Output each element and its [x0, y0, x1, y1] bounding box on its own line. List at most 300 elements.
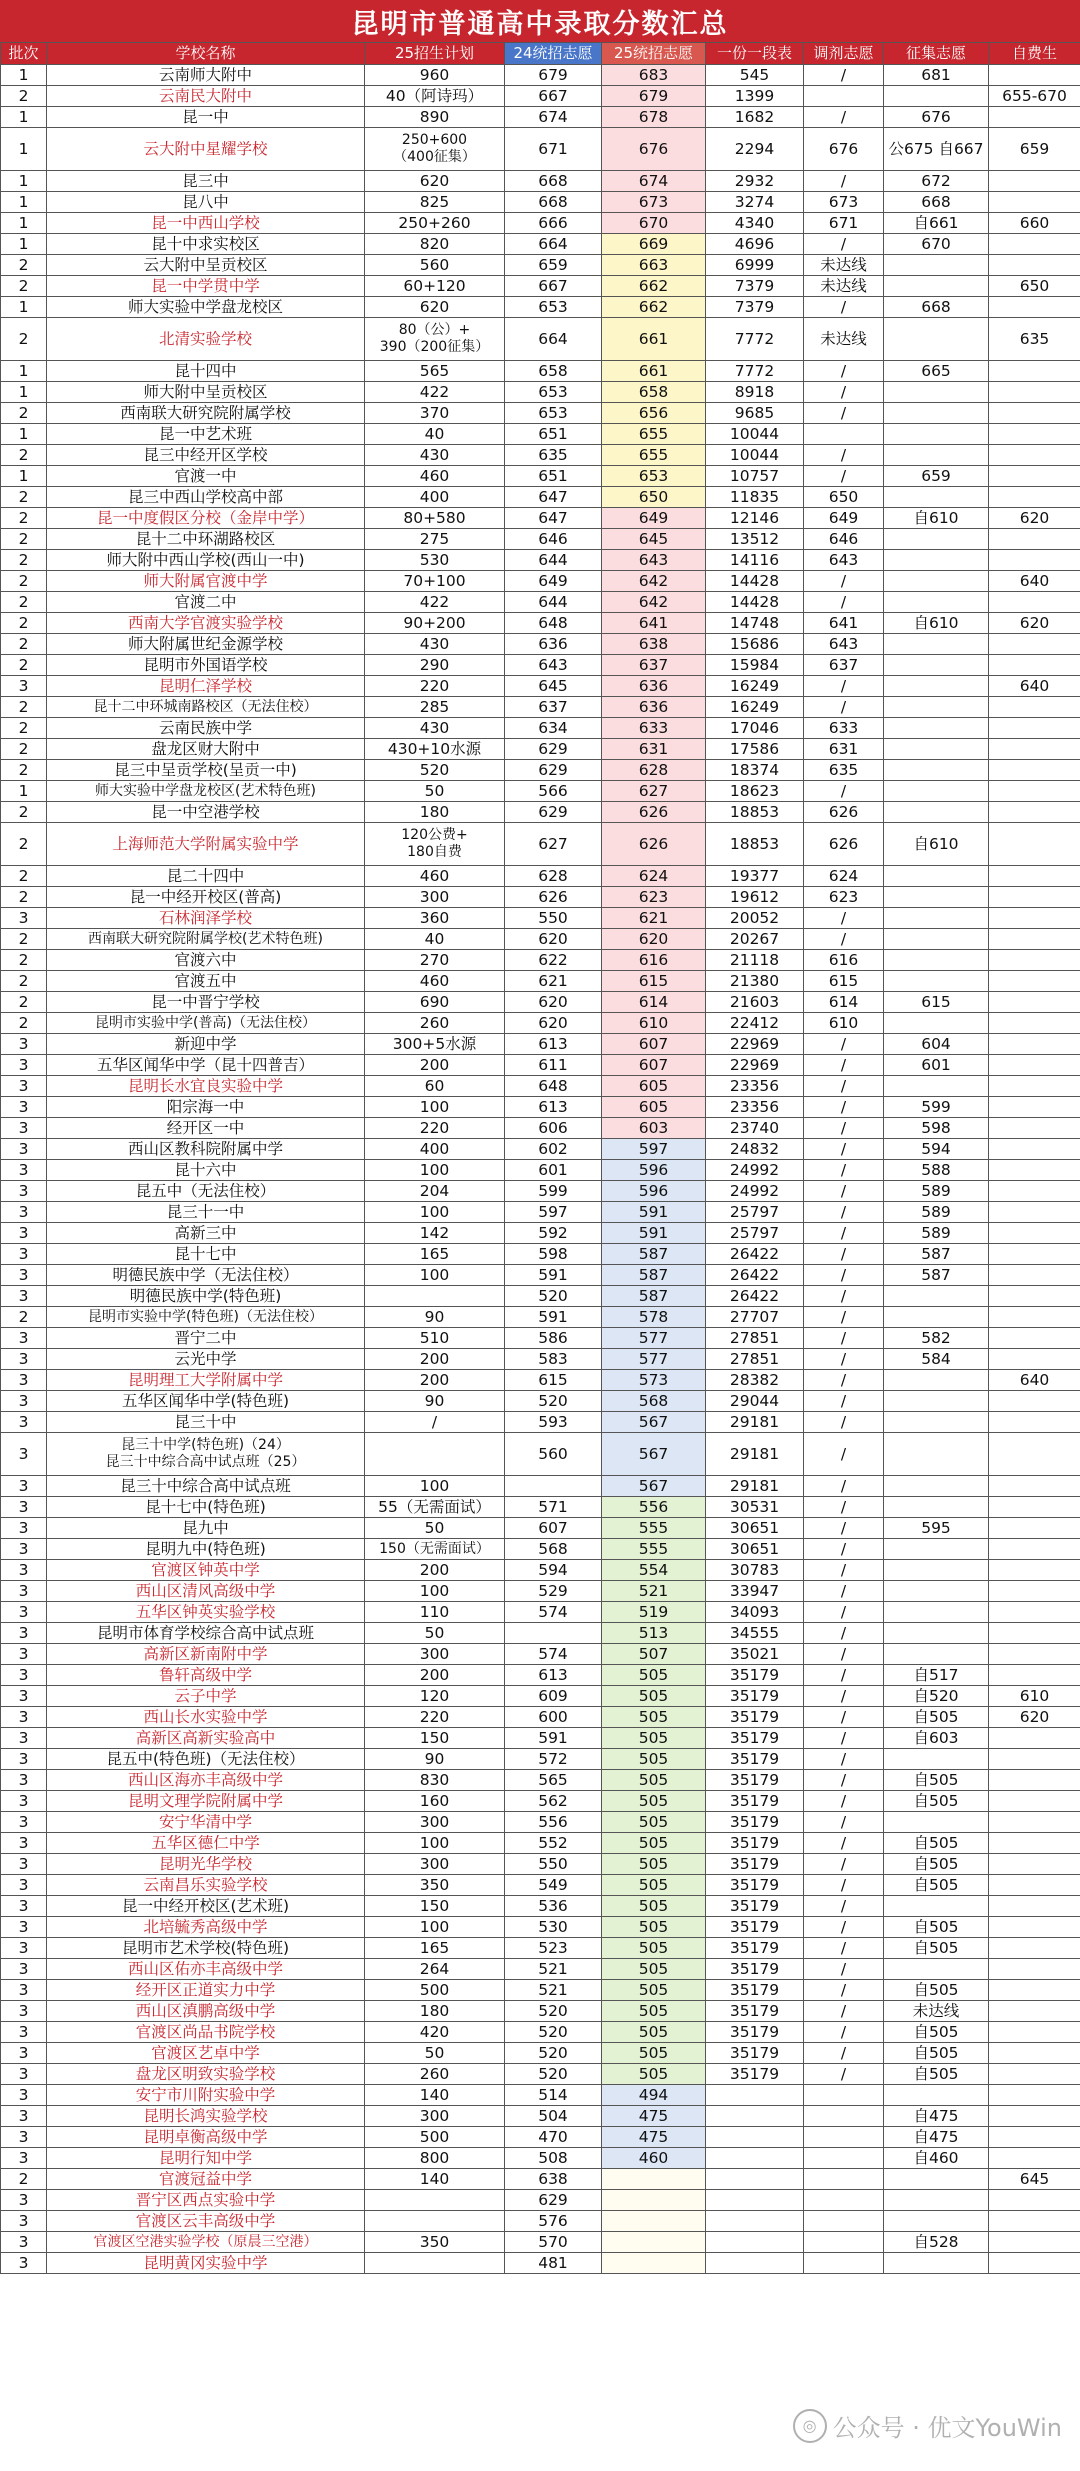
cell-collect	[884, 1076, 989, 1097]
cell-rank: 17046	[706, 718, 804, 739]
cell-plan: 165	[365, 1938, 505, 1959]
cell-score-25: 505	[602, 1707, 706, 1728]
cell-plan: 165	[365, 1244, 505, 1265]
cell-batch: 1	[1, 65, 47, 86]
cell-batch: 3	[1, 1581, 47, 1602]
cell-adjust: /	[804, 2001, 884, 2022]
cell-rank: 30531	[706, 1497, 804, 1518]
cell-collect: 自505	[884, 1791, 989, 1812]
cell-batch: 3	[1, 1602, 47, 1623]
cell-adjust: /	[804, 1560, 884, 1581]
cell-selfpay	[989, 992, 1080, 1013]
table-row	[1, 1223, 1080, 1244]
cell-score-24: 574	[505, 1644, 602, 1665]
cell-collect: 自505	[884, 1833, 989, 1854]
cell-adjust	[804, 2211, 884, 2232]
cell-batch: 1	[1, 128, 47, 171]
cell-collect	[884, 1476, 989, 1497]
cell-adjust: /	[804, 2043, 884, 2064]
cell-school-name: 官渡区艺卓中学	[47, 2043, 365, 2064]
cell-school-name: 昆明市艺术学校(特色班)	[47, 1938, 365, 1959]
cell-selfpay	[989, 1244, 1080, 1265]
cell-rank: 19377	[706, 866, 804, 887]
cell-score-25: 578	[602, 1307, 706, 1328]
cell-school-name: 盘龙区明致实验学校	[47, 2064, 365, 2085]
table-row	[1, 2211, 1080, 2232]
cell-score-25: 673	[602, 192, 706, 213]
cell-rank: 35179	[706, 1833, 804, 1854]
table-row	[1, 86, 1080, 107]
cell-collect	[884, 529, 989, 550]
cell-plan: 120	[365, 1686, 505, 1707]
cell-score-24: 679	[505, 65, 602, 86]
cell-adjust: /	[804, 1770, 884, 1791]
cell-score-25: 596	[602, 1160, 706, 1181]
cell-score-24: 651	[505, 466, 602, 487]
cell-score-25: 591	[602, 1202, 706, 1223]
table-row	[1, 1202, 1080, 1223]
table-row	[1, 2022, 1080, 2043]
cell-score-25: 597	[602, 1139, 706, 1160]
cell-collect: 595	[884, 1518, 989, 1539]
cell-school-name: 昆明市外国语学校	[47, 655, 365, 676]
cell-collect	[884, 1286, 989, 1307]
cell-rank: 22412	[706, 1013, 804, 1034]
cell-selfpay	[989, 1013, 1080, 1034]
cell-score-25: 683	[602, 65, 706, 86]
cell-plan: 100	[365, 1917, 505, 1938]
cell-school-name: 昆明理工大学附属中学	[47, 1370, 365, 1391]
cell-plan: 300	[365, 2106, 505, 2127]
cell-batch: 1	[1, 781, 47, 802]
cell-batch: 2	[1, 1307, 47, 1328]
cell-collect	[884, 318, 989, 361]
cell-collect: 587	[884, 1244, 989, 1265]
table-row	[1, 929, 1080, 950]
cell-collect	[884, 550, 989, 571]
cell-batch: 3	[1, 2253, 47, 2274]
cell-selfpay	[989, 1223, 1080, 1244]
cell-batch: 2	[1, 592, 47, 613]
cell-plan: 100	[365, 1097, 505, 1118]
cell-plan: 420	[365, 2022, 505, 2043]
cell-collect: 自610	[884, 508, 989, 529]
cell-score-25: 626	[602, 823, 706, 866]
cell-adjust: /	[804, 107, 884, 128]
cell-batch: 3	[1, 2190, 47, 2211]
col-header-adjust: 调剂志愿	[804, 43, 884, 65]
cell-score-24: 601	[505, 1160, 602, 1181]
table-row	[1, 592, 1080, 613]
cell-selfpay: 620	[989, 613, 1080, 634]
cell-score-24: 651	[505, 424, 602, 445]
col-header-collect: 征集志愿	[884, 43, 989, 65]
cell-plan: 300	[365, 1854, 505, 1875]
cell-score-25: 662	[602, 297, 706, 318]
cell-score-24: 521	[505, 1959, 602, 1980]
cell-adjust: 631	[804, 739, 884, 760]
cell-score-24: 521	[505, 1980, 602, 2001]
cell-rank: 23356	[706, 1076, 804, 1097]
cell-score-25: 633	[602, 718, 706, 739]
cell-selfpay	[989, 718, 1080, 739]
cell-collect	[884, 1896, 989, 1917]
cell-batch: 3	[1, 1181, 47, 1202]
cell-collect	[884, 634, 989, 655]
cell-score-25: 663	[602, 255, 706, 276]
cell-school-name: 高新三中	[47, 1223, 365, 1244]
cell-collect	[884, 781, 989, 802]
cell-adjust	[804, 86, 884, 107]
cell-rank: 26422	[706, 1244, 804, 1265]
cell-school-name: 官渡二中	[47, 592, 365, 613]
cell-plan: 100	[365, 1833, 505, 1854]
cell-selfpay	[989, 255, 1080, 276]
table-row	[1, 1812, 1080, 1833]
cell-batch: 3	[1, 1118, 47, 1139]
cell-score-25: 505	[602, 1812, 706, 1833]
col-header-batch: 批次	[1, 43, 47, 65]
cell-plan: 400	[365, 1139, 505, 1160]
cell-collect	[884, 403, 989, 424]
cell-collect: 自505	[884, 1707, 989, 1728]
cell-score-24: 626	[505, 887, 602, 908]
cell-collect	[884, 1433, 989, 1476]
cell-score-25: 658	[602, 382, 706, 403]
cell-collect: 自517	[884, 1665, 989, 1686]
cell-adjust: /	[804, 1223, 884, 1244]
cell-score-24: 606	[505, 1118, 602, 1139]
cell-plan: 350	[365, 2232, 505, 2253]
cell-selfpay	[989, 1139, 1080, 1160]
cell-score-24: 653	[505, 297, 602, 318]
cell-batch: 2	[1, 487, 47, 508]
cell-plan: 100	[365, 1202, 505, 1223]
cell-adjust: /	[804, 361, 884, 382]
cell-selfpay: 610	[989, 1686, 1080, 1707]
cell-score-25: 605	[602, 1097, 706, 1118]
cell-adjust: /	[804, 297, 884, 318]
cell-adjust: /	[804, 1581, 884, 1602]
cell-plan	[365, 1286, 505, 1307]
cell-score-24: 529	[505, 1581, 602, 1602]
cell-batch: 3	[1, 1097, 47, 1118]
table-row	[1, 1770, 1080, 1791]
cell-school-name: 昆明行知中学	[47, 2148, 365, 2169]
cell-collect: 自460	[884, 2148, 989, 2169]
cell-adjust: 676	[804, 128, 884, 171]
cell-score-24: 572	[505, 1749, 602, 1770]
cell-score-24: 620	[505, 929, 602, 950]
cell-school-name: 云南昌乐实验学校	[47, 1875, 365, 1896]
cell-batch: 1	[1, 171, 47, 192]
cell-score-25: 678	[602, 107, 706, 128]
cell-rank: 35179	[706, 1749, 804, 1770]
table-row	[1, 1623, 1080, 1644]
cell-batch: 2	[1, 445, 47, 466]
cell-plan: 150	[365, 1896, 505, 1917]
cell-collect: 584	[884, 1349, 989, 1370]
cell-batch: 3	[1, 676, 47, 697]
cell-school-name: 昆明文理学院附属中学	[47, 1791, 365, 1812]
table-row	[1, 1328, 1080, 1349]
cell-rank: 1399	[706, 86, 804, 107]
cell-adjust: /	[804, 1286, 884, 1307]
cell-plan	[365, 2190, 505, 2211]
cell-selfpay	[989, 382, 1080, 403]
cell-collect	[884, 697, 989, 718]
cell-adjust: /	[804, 2022, 884, 2043]
cell-school-name: 西南联大研究院附属学校(艺术特色班)	[47, 929, 365, 950]
cell-rank: 7772	[706, 361, 804, 382]
cell-collect: 594	[884, 1139, 989, 1160]
cell-score-25: 636	[602, 676, 706, 697]
cell-score-25: 655	[602, 424, 706, 445]
cell-score-25: 627	[602, 781, 706, 802]
cell-score-24	[505, 1476, 602, 1497]
cell-selfpay: 659	[989, 128, 1080, 171]
cell-rank: 15984	[706, 655, 804, 676]
table-row	[1, 718, 1080, 739]
cell-score-25: 637	[602, 655, 706, 676]
table-row	[1, 2148, 1080, 2169]
cell-score-24: 629	[505, 739, 602, 760]
cell-score-25	[602, 2211, 706, 2232]
cell-selfpay	[989, 2148, 1080, 2169]
cell-batch: 3	[1, 1328, 47, 1349]
cell-batch: 2	[1, 613, 47, 634]
cell-school-name: 昆十二中环湖路校区	[47, 529, 365, 550]
cell-batch: 3	[1, 1497, 47, 1518]
cell-plan: 360	[365, 908, 505, 929]
cell-selfpay: 655-670	[989, 86, 1080, 107]
cell-collect	[884, 950, 989, 971]
cell-school-name: 师大附中西山学校(西山一中)	[47, 550, 365, 571]
cell-adjust: /	[804, 1076, 884, 1097]
cell-selfpay	[989, 361, 1080, 382]
cell-selfpay: 650	[989, 276, 1080, 297]
cell-score-24: 653	[505, 382, 602, 403]
cell-plan: /	[365, 1412, 505, 1433]
cell-collect	[884, 2190, 989, 2211]
cell-score-24: 598	[505, 1244, 602, 1265]
cell-school-name: 官渡区钟英中学	[47, 1560, 365, 1581]
cell-adjust: /	[804, 1349, 884, 1370]
cell-adjust: /	[804, 1034, 884, 1055]
cell-school-name: 官渡五中	[47, 971, 365, 992]
cell-selfpay	[989, 2106, 1080, 2127]
cell-adjust: 615	[804, 971, 884, 992]
table-row	[1, 1581, 1080, 1602]
cell-plan: 820	[365, 234, 505, 255]
cell-score-24: 634	[505, 718, 602, 739]
table-row	[1, 1539, 1080, 1560]
cell-collect	[884, 1581, 989, 1602]
cell-batch: 3	[1, 1034, 47, 1055]
cell-score-25: 655	[602, 445, 706, 466]
table-row	[1, 887, 1080, 908]
cell-score-24: 648	[505, 1076, 602, 1097]
cell-plan: 460	[365, 466, 505, 487]
cell-score-25: 505	[602, 1749, 706, 1770]
cell-adjust: 未达线	[804, 255, 884, 276]
cell-collect	[884, 1013, 989, 1034]
cell-batch: 1	[1, 424, 47, 445]
cell-batch: 3	[1, 1812, 47, 1833]
cell-score-24: 520	[505, 2064, 602, 2085]
cell-school-name: 鲁轩高级中学	[47, 1665, 365, 1686]
cell-score-25: 587	[602, 1265, 706, 1286]
cell-score-25: 653	[602, 466, 706, 487]
table-row	[1, 1833, 1080, 1854]
cell-adjust: /	[804, 1202, 884, 1223]
cell-selfpay	[989, 1728, 1080, 1749]
cell-school-name: 昆十四中	[47, 361, 365, 382]
cell-adjust: 624	[804, 866, 884, 887]
cell-rank: 24992	[706, 1160, 804, 1181]
cell-score-25: 615	[602, 971, 706, 992]
cell-school-name: 师大附属世纪金源学校	[47, 634, 365, 655]
cell-rank: 33947	[706, 1581, 804, 1602]
table-row	[1, 1959, 1080, 1980]
cell-batch: 2	[1, 718, 47, 739]
cell-rank: 21380	[706, 971, 804, 992]
cell-selfpay	[989, 1265, 1080, 1286]
cell-adjust: /	[804, 1707, 884, 1728]
cell-collect: 681	[884, 65, 989, 86]
cell-rank: 29181	[706, 1476, 804, 1497]
cell-plan: 300	[365, 1812, 505, 1833]
cell-selfpay	[989, 424, 1080, 445]
table-row	[1, 128, 1080, 171]
cell-rank: 21603	[706, 992, 804, 1013]
cell-selfpay	[989, 2190, 1080, 2211]
cell-batch: 3	[1, 1265, 47, 1286]
cell-school-name: 云大附中星耀学校	[47, 128, 365, 171]
cell-school-name: 昆一中经开校区(普高)	[47, 887, 365, 908]
cell-adjust	[804, 424, 884, 445]
table-row	[1, 613, 1080, 634]
cell-score-24: 643	[505, 655, 602, 676]
cell-batch: 3	[1, 1055, 47, 1076]
cell-rank: 35179	[706, 2064, 804, 2085]
cell-score-24: 607	[505, 1518, 602, 1539]
table-row	[1, 1854, 1080, 1875]
cell-school-name: 阳宗海一中	[47, 1097, 365, 1118]
cell-score-24: 613	[505, 1665, 602, 1686]
cell-plan: 800	[365, 2148, 505, 2169]
cell-collect: 672	[884, 171, 989, 192]
cell-adjust: /	[804, 1665, 884, 1686]
table-row	[1, 2190, 1080, 2211]
table-row	[1, 2127, 1080, 2148]
cell-adjust: 635	[804, 760, 884, 781]
cell-plan: 204	[365, 1181, 505, 1202]
cell-school-name: 师大实验中学盘龙校区	[47, 297, 365, 318]
table-row	[1, 1139, 1080, 1160]
cell-selfpay	[989, 1476, 1080, 1497]
cell-school-name: 昆三十中综合高中试点班	[47, 1476, 365, 1497]
cell-school-name: 昆明市体育学校综合高中试点班	[47, 1623, 365, 1644]
cell-score-25: 638	[602, 634, 706, 655]
cell-selfpay	[989, 2127, 1080, 2148]
cell-selfpay	[989, 2085, 1080, 2106]
cell-school-name: 高新区高新实验高中	[47, 1728, 365, 1749]
cell-score-25: 674	[602, 171, 706, 192]
cell-batch: 3	[1, 1244, 47, 1265]
table-row	[1, 676, 1080, 697]
cell-school-name: 昆明市实验中学(普高)（无法住校）	[47, 1013, 365, 1034]
cell-school-name: 西山区教科院附属中学	[47, 1139, 365, 1160]
cell-collect	[884, 1560, 989, 1581]
cell-score-25: 620	[602, 929, 706, 950]
cell-plan: 50	[365, 1518, 505, 1539]
table-row	[1, 781, 1080, 802]
cell-batch: 3	[1, 1391, 47, 1412]
cell-score-24: 671	[505, 128, 602, 171]
cell-batch: 3	[1, 908, 47, 929]
cell-school-name: 官渡六中	[47, 950, 365, 971]
cell-batch: 3	[1, 2085, 47, 2106]
cell-selfpay	[989, 2043, 1080, 2064]
cell-plan: 422	[365, 592, 505, 613]
cell-selfpay	[989, 1791, 1080, 1812]
table-row	[1, 1749, 1080, 1770]
cell-school-name: 昆明仁泽学校	[47, 676, 365, 697]
cell-plan: 620	[365, 297, 505, 318]
table-row	[1, 950, 1080, 971]
cell-plan: 560	[365, 255, 505, 276]
cell-rank	[706, 2253, 804, 2274]
cell-batch: 2	[1, 255, 47, 276]
cell-plan: 140	[365, 2169, 505, 2190]
cell-batch: 2	[1, 929, 47, 950]
cell-plan: 150	[365, 1728, 505, 1749]
cell-batch: 2	[1, 802, 47, 823]
cell-plan: 80（公）+ 390（200征集）	[365, 318, 505, 361]
cell-score-24: 504	[505, 2106, 602, 2127]
cell-score-25: 475	[602, 2127, 706, 2148]
cell-plan: 960	[365, 65, 505, 86]
cell-adjust	[804, 2148, 884, 2169]
cell-adjust: 626	[804, 823, 884, 866]
cell-score-24: 668	[505, 171, 602, 192]
cell-adjust: /	[804, 1433, 884, 1476]
cell-rank: 35179	[706, 1980, 804, 2001]
cell-collect: 自520	[884, 1686, 989, 1707]
cell-school-name: 昆十六中	[47, 1160, 365, 1181]
cell-score-25: 587	[602, 1244, 706, 1265]
cell-batch: 3	[1, 2211, 47, 2232]
table-row	[1, 213, 1080, 234]
watermark-text: 公众号 · 优文YouWin	[832, 2414, 1062, 2442]
table-row	[1, 2106, 1080, 2127]
cell-score-24: 621	[505, 971, 602, 992]
cell-selfpay	[989, 466, 1080, 487]
cell-score-25: 610	[602, 1013, 706, 1034]
cell-rank: 10757	[706, 466, 804, 487]
cell-selfpay	[989, 403, 1080, 424]
table-row	[1, 1370, 1080, 1391]
table-row	[1, 1497, 1080, 1518]
cell-school-name: 石林润泽学校	[47, 908, 365, 929]
cell-plan: 250+260	[365, 213, 505, 234]
cell-selfpay	[989, 2001, 1080, 2022]
cell-adjust: 650	[804, 487, 884, 508]
cell-selfpay	[989, 2253, 1080, 2274]
cell-plan: 430	[365, 718, 505, 739]
cell-score-25: 567	[602, 1433, 706, 1476]
